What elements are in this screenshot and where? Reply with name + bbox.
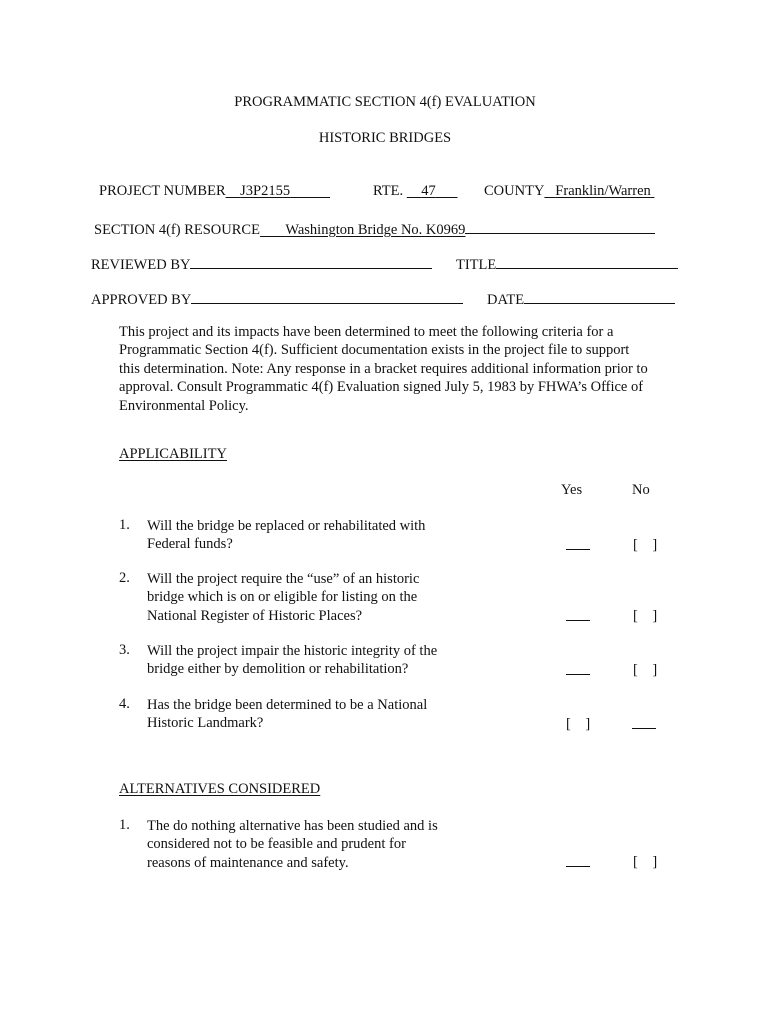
project-number-field [99,183,330,200]
alternatives-heading: ALTERNATIVES CONSIDERED [119,781,321,797]
project-number-value: J3P2155 [240,183,291,199]
no-answer-bracket[interactable]: [ ] [633,537,658,553]
question-text: The do nothing alternative has been studied and is considered not to be feasible and prudent for reasons of maintenance and safety. [147,818,438,871]
reviewed-by-field [91,254,432,274]
question-number: 1. [119,517,130,533]
approved-by-line [191,289,463,304]
no-answer-bracket[interactable]: [ ] [633,854,658,870]
rte-value: 47 [421,183,436,199]
date-field [487,289,675,309]
date-label: DATE [487,292,525,308]
resource-label: SECTION 4(f) RESOURCE [94,222,260,238]
rte-label: RTE. [373,183,404,199]
question-number: 4. [119,696,130,712]
applicability-heading: APPLICABILITY [119,446,227,462]
no-answer-blank[interactable] [632,716,656,734]
approved-by-label: APPROVED BY [91,292,192,308]
project-number-label: PROJECT NUMBER [99,183,226,199]
resource-field [94,219,655,239]
date-line [524,289,675,304]
title-field [456,254,678,274]
rte-field [373,183,458,200]
yes-answer-blank[interactable] [566,662,590,680]
question-text: Will the project require the “use” of an historic bridge which is on or eligible for listing on the National Register of Historic Places? [147,571,420,624]
yes-answer-blank[interactable] [566,537,590,555]
question-text: Will the bridge be replaced or rehabilitated with Federal funds? [147,518,426,553]
no-column-header: No [632,482,650,498]
county-label: COUNTY [484,183,545,199]
question-number: 2. [119,570,130,586]
resource-blank-line [465,219,655,234]
reviewed-by-label: REVIEWED BY [91,257,191,273]
county-field [484,183,654,200]
question-number: 1. [119,817,130,833]
yes-answer-bracket[interactable]: [ ] [566,716,591,732]
title-line [496,254,678,269]
yes-column-header: Yes [561,482,583,498]
no-answer-bracket[interactable]: [ ] [633,662,658,678]
question-number: 3. [119,642,130,658]
resource-value: Washington Bridge No. K0969 [285,222,466,238]
approved-by-field [91,289,463,309]
reviewed-by-line [190,254,432,269]
question-text: Will the project impair the historic integrity of the bridge either by demolition or rehabilitation? [147,643,438,678]
document-title: PROGRAMMATIC SECTION 4(f) EVALUATION [234,94,536,110]
no-answer-bracket[interactable]: [ ] [633,608,658,624]
title-label: TITLE [456,257,497,273]
yes-answer-blank[interactable] [566,608,590,626]
question-text: Has the bridge been determined to be a National Historic Landmark? [147,697,428,732]
yes-answer-blank[interactable] [566,854,590,872]
document-subtitle: HISTORIC BRIDGES [318,130,452,146]
intro-paragraph: This project and its impacts have been determined to meet the following criteria for a Programmatic Section 4(f). Sufficient documentation exists in the project file to support this determination. Note: Any response in a bracket requires additional information prior to approval. Consult Programmatic 4(f) Evaluation signed July 5, 1983 by FHWA’s Office of Environmental Policy. [119,324,648,414]
county-value: Franklin/Warren [555,183,651,199]
